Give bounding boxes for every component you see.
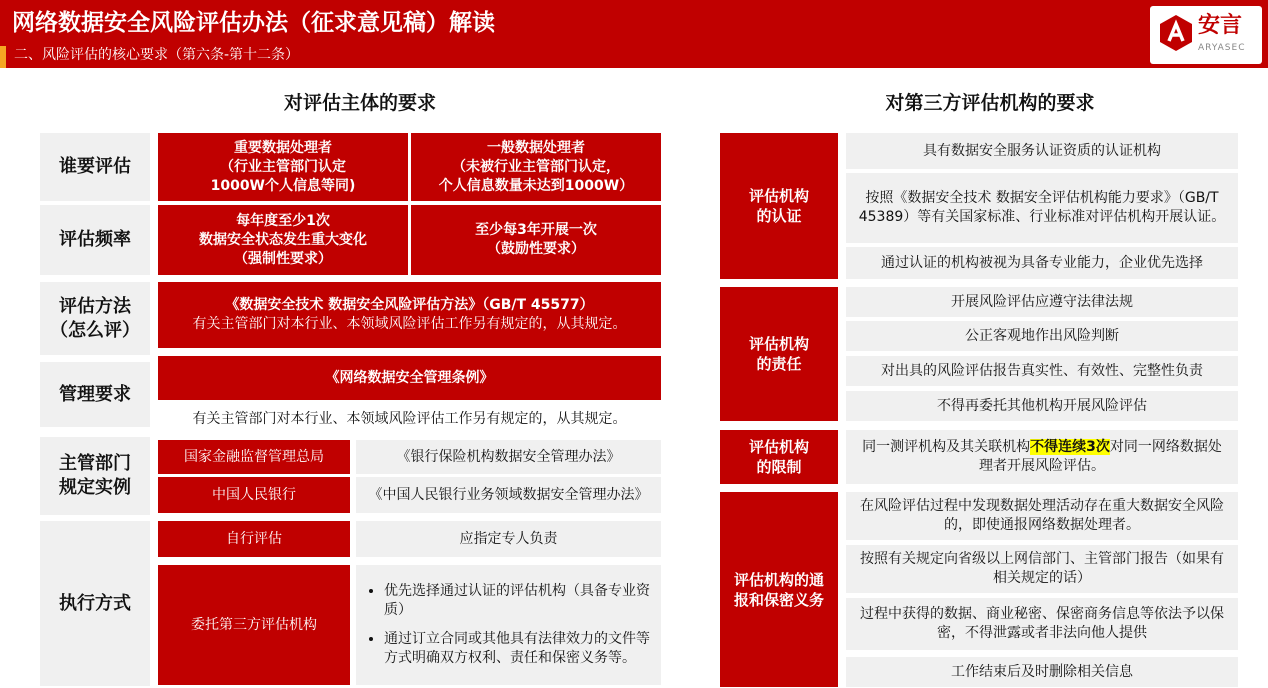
restriction-item: 同一测评机构及其关联机构不得连续3次对同一网络数据处理者开展风险评估。	[846, 430, 1238, 484]
encouraged-frequency: 至少每3年开展一次 （鼓励性要求）	[411, 205, 661, 275]
logo-subtext: ARYASEC	[1198, 43, 1246, 53]
third-party-assessment: 委托第三方评估机构	[158, 565, 350, 685]
authority-org-pboc: 中国人民银行	[158, 477, 350, 513]
aryasec-logo-icon	[1158, 14, 1194, 52]
label-management: 管理要求	[40, 362, 150, 427]
authority-org-nfra: 国家金融监督管理总局	[158, 440, 350, 474]
report-item: 过程中获得的数据、商业秘密、保密商务信息等依法予以保密，不得泄露或者非法向他人提供	[846, 598, 1238, 650]
method-standard: 《数据安全技术 数据安全风险评估方法》（GB/T 45577）	[225, 297, 594, 313]
duty-item: 对出具的风险评估报告真实性、有效性、完整性负责	[846, 356, 1238, 386]
label-reporting-confidentiality: 评估机构的通 报和保密义务	[720, 492, 838, 687]
authority-doc-pboc: 《中国人民银行业务领域数据安全管理办法》	[356, 477, 661, 513]
bullet-list	[366, 582, 651, 668]
label-method: 评估方法 （怎么评）	[40, 282, 150, 355]
method-note: 有关主管部门对本行业、本领域风险评估工作另有规定的，从其规定。	[192, 316, 627, 332]
page-title: 网络数据安全风险评估办法（征求意见稿）解读	[12, 10, 495, 36]
method-box	[158, 282, 661, 348]
management-note: 有关主管部门对本行业、本领域风险评估工作另有规定的，从其规定。	[192, 410, 627, 427]
bullet-item: • 通过订立合同或其他具有法律效力的文件等方式明确双方权利、责任和保密义务等。	[384, 630, 651, 668]
label-responsibility: 评估机构 的责任	[720, 287, 838, 421]
mandatory-frequency: 每年度至少1次 数据安全状态发生重大变化 （强制性要求）	[158, 205, 408, 275]
label-execution: 执行方式	[40, 521, 150, 686]
report-item: 按照有关规定向省级以上网信部门、主管部门报告（如果有相关规定的话）	[846, 545, 1238, 593]
cert-item: 具有数据安全服务认证资质的认证机构	[846, 133, 1238, 169]
cert-item: 按照《数据安全技术 数据安全评估机构能力要求》（GB/T 45389）等有关国家标准、行业标准对评估机构开展认证。	[846, 173, 1238, 243]
report-item: 在风险评估过程中发现数据处理活动存在重大数据安全风险的，即使通报网络数据处理者。	[846, 492, 1238, 540]
third-party-bullets	[356, 565, 661, 685]
cert-item: 通过认证的机构被视为具备专业能力，企业优先选择	[846, 247, 1238, 279]
label-restriction: 评估机构 的限制	[720, 430, 838, 484]
header-accent	[0, 46, 6, 68]
label-who: 谁要评估	[40, 133, 150, 201]
management-regulation: 《网络数据安全管理条例》	[158, 356, 661, 400]
duty-item: 公正客观地作出风险判断	[846, 321, 1238, 351]
right-section-title: 对第三方评估机构的要求	[885, 92, 1095, 114]
self-assessment: 自行评估	[158, 521, 350, 557]
general-data-processor: 一般数据处理者 （未被行业主管部门认定， 个人信息数量未达到1000W）	[411, 133, 661, 201]
left-section-title: 对评估主体的要求	[283, 92, 436, 114]
highlight-text: 不得连续3次	[1030, 439, 1110, 455]
duty-item: 开展风险评估应遵守法律法规	[846, 287, 1238, 317]
label-certification: 评估机构 的认证	[720, 133, 838, 279]
self-assessment-note: 应指定专人负责	[356, 521, 661, 557]
label-authority: 主管部门 规定实例	[40, 437, 150, 515]
important-data-processor: 重要数据处理者 （行业主管部门认定 1000W个人信息等同)	[158, 133, 408, 201]
logo-text: 安言	[1198, 13, 1243, 38]
page-subtitle: 二、风险评估的核心要求（第六条-第十二条）	[14, 47, 300, 63]
duty-item: 不得再委托其他机构开展风险评估	[846, 391, 1238, 421]
report-item: 工作结束后及时删除相关信息	[846, 657, 1238, 687]
label-frequency: 评估频率	[40, 205, 150, 275]
authority-doc-nfra: 《银行保险机构数据安全管理办法》	[356, 440, 661, 474]
bullet-item: • 优先选择通过认证的评估机构（具备专业资质）	[384, 582, 651, 620]
